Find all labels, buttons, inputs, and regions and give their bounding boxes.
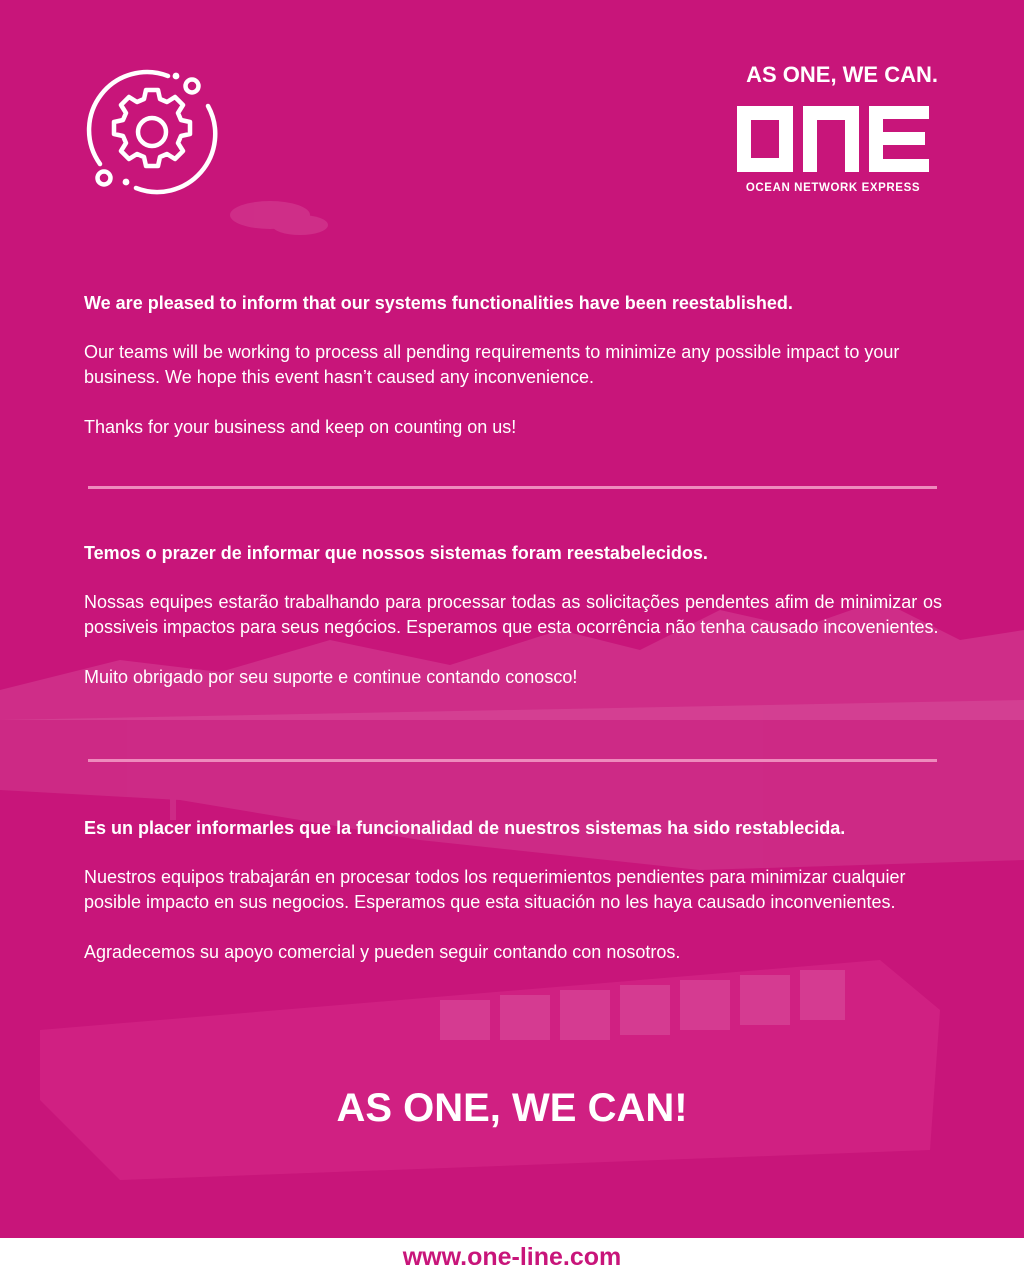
section-english bbox=[84, 291, 942, 440]
slogan: AS ONE, WE CAN! bbox=[336, 1086, 688, 1130]
section-paragraph: Agradecemos su apoyo comercial y pueden seguir contando con nosotros. bbox=[84, 942, 681, 962]
brand-tagline: AS ONE, WE CAN. bbox=[746, 62, 938, 87]
section-paragraph: Nossas equipes estarão trabalhando para processar todas as solicitações pendentes afim de minimizar os possiveis impactos para seus negócios. Esperamos que esta ocorrência não tenha causado incovenientes. bbox=[84, 592, 942, 637]
one-logo bbox=[737, 106, 929, 172]
website-link[interactable]: www.one-line.com bbox=[402, 1243, 622, 1271]
section-spanish bbox=[84, 816, 942, 965]
section-divider bbox=[88, 759, 937, 762]
section-heading: We are pleased to inform that our systems functionalities have been reestablished. bbox=[84, 293, 793, 313]
gear-orbit-icon bbox=[86, 68, 218, 196]
footer bbox=[0, 1238, 1024, 1280]
section-divider bbox=[88, 486, 937, 489]
section-paragraph: Muito obrigado por seu suporte e continue contando conosco! bbox=[84, 667, 578, 687]
section-heading: Es un placer informarles que la funcionalidad de nuestros sistemas ha sido restablecida. bbox=[84, 818, 846, 838]
section-heading: Temos o prazer de informar que nossos sistemas foram reestabelecidos. bbox=[84, 543, 708, 563]
brand-block bbox=[728, 62, 938, 194]
section-paragraph: Our teams will be working to process all pending requirements to minimize any possible impact to your business. We hope this event hasn’t caused any inconvenience. bbox=[84, 342, 900, 387]
logo-subtitle: OCEAN NETWORK EXPRESS bbox=[745, 182, 921, 194]
section-paragraph: Thanks for your business and keep on counting on us! bbox=[84, 417, 517, 437]
section-portuguese bbox=[84, 541, 942, 690]
section-paragraph: Nuestros equipos trabajarán en procesar todos los requerimientos pendientes para minimizar cualquier posible impacto en sus negocios. Esperamos que esta situación no les haya causado inconvenientes. bbox=[84, 867, 906, 912]
